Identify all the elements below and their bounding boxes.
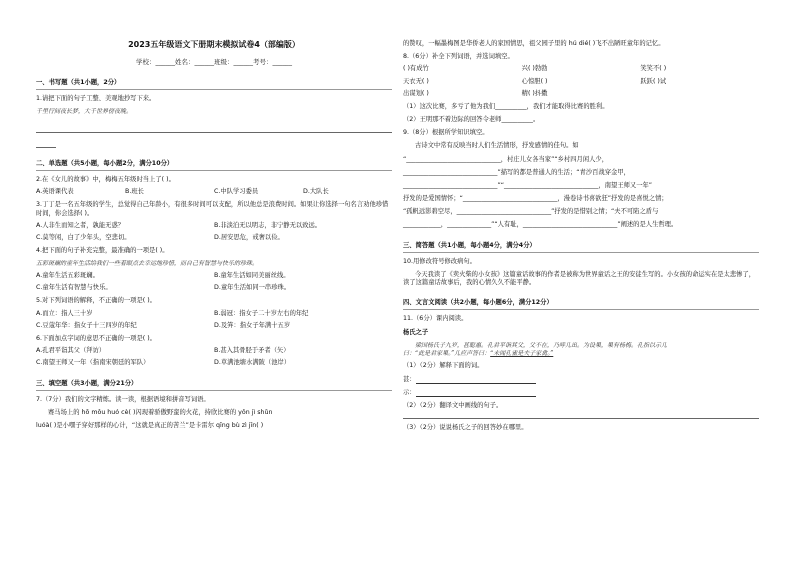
answer-line — [36, 124, 392, 133]
passage-line: 梁国杨氏子九岁，甚聪惠。孔君平诣其父，父不在，乃呼儿出。为设果，果有杨梅。孔指以示儿 — [415, 341, 668, 349]
word-label: 甚： — [403, 375, 416, 383]
q11-sub-2: （2）（2分）翻译文中画线的句子。 — [403, 401, 503, 409]
option-d[interactable]: D.及笄：指女子年满十五岁 — [214, 321, 291, 329]
question-1: 1.请把下面的句子工整、美观地抄写下来。 — [36, 95, 156, 102]
q9-line: 抒发的是爱国情怀；“______________________________，漫卷诗书喜欲狂”抒发的是喜悦之情； — [403, 195, 668, 203]
answer-line[interactable] — [416, 389, 536, 397]
passage-title: 杨氏之子 — [403, 328, 429, 336]
question-2: 2.在《女儿的故事》中，梅梅五年级时当上了( )。 — [36, 176, 175, 184]
question-5: 5.对下列词语的解释，不正确的一项是( )。 — [36, 297, 156, 305]
option-a[interactable]: A.童年生活五彩斑斓。 — [36, 272, 99, 280]
copy-text: 千里行间夜长梦，大千世界傍夜晚。 — [36, 108, 133, 116]
option-b[interactable]: B.班长 — [125, 188, 144, 196]
option-a[interactable]: A.而立：指人三十岁 — [36, 309, 93, 317]
section-fill-blank-title: 三、填空题（共3小题，满分21分） — [36, 379, 138, 387]
option-d[interactable]: D.童年生活如同一串珍珠。 — [214, 284, 291, 292]
question-4-text: 五彩斑斓的童年生活给我们一些着眼点去幸运地珍惜，而自己有智慧与快乐的珍珠。 — [36, 260, 259, 268]
question-8: 8.（6分）补全下列词语，并选词填空。 — [403, 53, 514, 61]
question-11: 11.（6分）课内阅读。 — [403, 315, 468, 323]
question-4: 4.把下面的句子补充完整，最准确的一项是( )。 — [36, 247, 169, 255]
q11-answer-shen — [403, 376, 759, 384]
section-short-answer-title: 三、简答题（共1小题，每小题4分，满分4分） — [403, 241, 536, 249]
q11-sub-3: （3）（2分）说说杨氏之子的回答妙在哪里。 — [403, 424, 528, 432]
word-blank[interactable]: 精( )抖擞 — [521, 89, 548, 97]
option-a[interactable]: A.孔君平诣其父（拜访） — [36, 347, 106, 355]
option-c[interactable]: C.南望王师又一年（指南宋朝廷的军队） — [36, 359, 150, 367]
q9-line: 古诗文中常有反映当时人们生活情形，抒发感情的佳句。如 — [415, 142, 579, 150]
section-classical-reading-title: 四、文言文阅读（共2小题，每小题6分，满分12分） — [403, 299, 553, 307]
word-blank[interactable]: 笑笑不( ) — [640, 65, 667, 73]
answer-line — [36, 139, 56, 148]
option-c[interactable]: C.豆蔻年华：指女子十三四岁的年纪 — [36, 321, 137, 329]
q8-word-row-3 — [403, 90, 759, 98]
question-10: 10.用修改符号修改病句。 — [403, 257, 476, 265]
q9-line: “______________________________，村庄儿女各当家”“乡村四月闲人少， — [403, 155, 608, 163]
question-2-options — [36, 188, 392, 196]
option-c[interactable]: C.童年生活有智慧与快乐。 — [36, 284, 112, 292]
section-writing-title: 一、书写题（共1小题，2分） — [36, 78, 121, 86]
question-7-line-2: luóà( )是小嘿子穿好那样的心计，“这就是真正的苦兰”是卡雷尔 qīng bù zì jīn( ) — [36, 422, 264, 430]
question-10-text: 今天我读了《卖火柴的小女孩》这篇童话故事的作者是被称为世界童话之王的安徒生写的。小女孩的命运实在是太悲惨了，读了这篇童话故事后，我的心情久久不能平静。 — [403, 270, 756, 287]
word-blank[interactable]: 跃跃( )试 — [640, 77, 667, 85]
section-single-choice-title: 二、单选题（共5小题，每小题2分，满分10分） — [36, 159, 174, 167]
word-blank[interactable]: 出谋划( ) — [403, 89, 429, 97]
right-column — [403, 0, 759, 432]
option-d[interactable]: D.居安思危，戒奢以俭。 — [214, 234, 284, 241]
exam-title: 2023五年级语文下册期末模拟试卷4（部编版） — [128, 40, 300, 49]
divider — [36, 89, 392, 90]
option-a[interactable]: A.英语课代表 — [36, 188, 74, 196]
q11-answer-shi — [403, 389, 759, 397]
divider — [403, 309, 759, 310]
option-d[interactable]: D.大队长 — [303, 188, 329, 196]
option-b[interactable]: B.童年生活如同美丽丝线。 — [214, 272, 290, 280]
option-a[interactable]: A.人非生而知之者，孰能无惑？ — [36, 221, 125, 229]
underlined-sentence: “未闻孔雀是夫子家禽。” — [490, 349, 554, 357]
q8-word-row-1 — [403, 65, 759, 73]
answer-line[interactable] — [403, 410, 759, 419]
q9-line: ______________________________”“______________________________，南望王师又一年” — [403, 181, 653, 189]
left-column — [36, 0, 392, 430]
word-blank[interactable]: 天衣无( ) — [403, 77, 429, 85]
q8-sentence-1: （1）这次比赛，多亏了他为我们__________，我们才能取得比赛的胜利。 — [403, 102, 609, 110]
q9-line: “孤帆远影碧空尽，______________________________”抒发的是惜别之情；“夫不可陷之盾与 — [403, 208, 659, 216]
q8-word-row-2 — [403, 78, 759, 86]
word-blank[interactable]: 兴( )勃勃 — [521, 65, 548, 73]
question-6: 6.下面加点字词的意思不正确的一项是( )。 — [36, 335, 156, 342]
answer-line[interactable] — [416, 376, 536, 384]
word-blank[interactable]: ( )有成竹 — [403, 65, 429, 73]
divider — [36, 390, 392, 391]
q8-sentence-2: （2）王明那不着边际的回答令老师__________。 — [403, 116, 540, 124]
passage-text: 曰：“此是君家果。”儿应声答曰： — [403, 349, 491, 357]
passage-line — [403, 350, 759, 358]
option-c[interactable]: C.中队学习委员 — [214, 188, 259, 196]
option-c[interactable]: C.莫等闲，白了少年头，空悲切。 — [36, 234, 131, 241]
divider — [36, 170, 392, 171]
option-b[interactable]: B.甚入其骨胫于矛者（矢） — [214, 347, 290, 355]
student-info: 学校：______姓名：______班级：______考号：______ — [136, 58, 292, 67]
q9-line: ______________________________”描写的都是普通人的生活；“青沙百战穿金甲， — [403, 168, 630, 176]
word-blank[interactable]: 心惊胆( ) — [521, 77, 548, 85]
divider — [403, 252, 759, 253]
q11-sub-1: （1）（2分）解释下面的词。 — [403, 362, 484, 370]
question-7-line-1: 赛马场上的 hō mǒu huó cè( )闪现着骄傲野蛮的火花，持欣比赛的 yǒn jì shǔn — [48, 408, 273, 416]
option-b[interactable]: B.弱冠：指女子二十岁左右的年纪 — [214, 309, 309, 317]
option-b[interactable]: B.非淡泊无以明志，非宁静无以致远。 — [214, 221, 322, 229]
question-7: 7.（7分）我们的文字精炼。读一读，根据语境和拼音写词语。 — [36, 395, 210, 403]
q9-line: ____________，______________”“人有耻，______________________________”阐述的是人生哲理。 — [403, 221, 678, 229]
word-label: 示： — [403, 388, 416, 396]
option-d[interactable]: D.草满池塘水满陂（池岸） — [214, 359, 291, 367]
question-3: 3.丁丁是一名五年级的学生，总觉得自己年龄小，有很多时间可以支配，所以他总是浪费时间。如果让你选择一句名言劝他珍惜时间，你会选择( )。 — [36, 201, 389, 217]
question-7-line-3: 的赞叹，一幅墨梅图是华侨老人的家国情思，祖父园子里的 hú dié( )飞不出陋旺童年的记忆。 — [403, 40, 665, 47]
question-9: 9.（8分）根据所学知识填空。 — [403, 129, 489, 137]
